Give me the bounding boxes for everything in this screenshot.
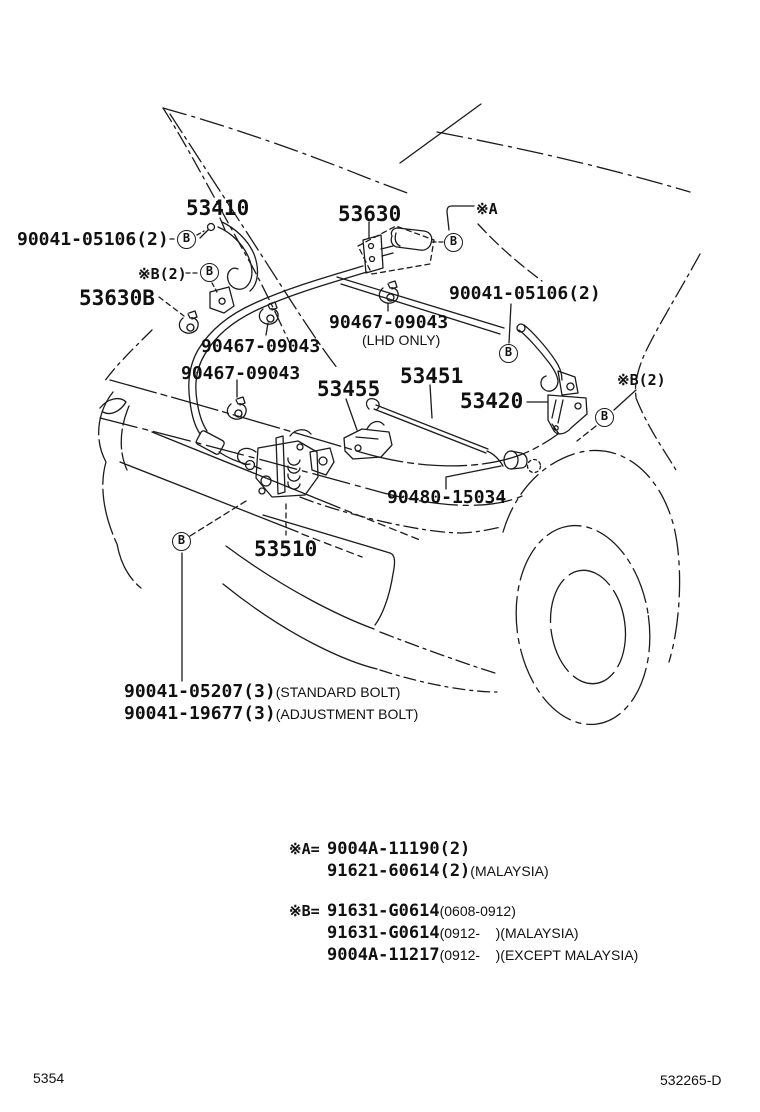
label-part-53420: 53420 xyxy=(460,389,524,413)
label-bolt-adjustment-note: (ADJUSTMENT BOLT) xyxy=(275,706,419,722)
label-bolt-90041-05106-right: 90041-05106(2) xyxy=(449,283,601,304)
label-ref-b2-left: ※B(2) xyxy=(138,265,187,283)
footnote-a-part1: 9004A-11190(2) xyxy=(327,839,471,859)
label-part-53410: 53410 xyxy=(186,196,250,220)
footnote-b-line3 xyxy=(327,945,638,965)
footnote-a-part2-note: (MALAYSIA) xyxy=(470,863,549,879)
clip-90467-lhd-icon xyxy=(379,281,398,303)
footnote-a-line2 xyxy=(327,861,549,881)
footnote-a-part2: 91621-60614(2) xyxy=(327,861,471,881)
footnote-b-part3-note: (0912- )(EXCEPT MALAYSIA) xyxy=(439,947,639,963)
label-bolt-adjustment: 90041-19677(3) xyxy=(124,703,276,724)
footnote-b-part3: 9004A-11217 xyxy=(327,945,440,965)
label-part-53455: 53455 xyxy=(317,377,381,401)
label-bolt-90041-05106-left: 90041-05106(2) xyxy=(17,229,169,250)
footnote-b-line1 xyxy=(289,901,516,921)
label-ref-a: ※A xyxy=(476,200,498,218)
label-bolt-standard: 90041-05207(3) xyxy=(124,681,276,702)
footnote-b-part2-note: (0912- )(MALAYSIA) xyxy=(439,925,579,941)
label-grommet-90480: 90480-15034 xyxy=(387,487,507,508)
footnote-b-part1-note: (0608-0912) xyxy=(439,903,516,919)
label-clamp-90467-b: 90467-09043 xyxy=(181,363,301,384)
label-clamp-90467-lhd: 90467-09043 xyxy=(329,312,449,333)
label-bolt-standard-row xyxy=(124,681,400,702)
label-bolt-standard-note: (STANDARD BOLT) xyxy=(275,684,401,700)
label-bolt-adjustment-row xyxy=(124,703,418,724)
b-marker-3: B xyxy=(444,233,463,252)
b-marker-6: B xyxy=(172,532,191,551)
b-marker-5: B xyxy=(595,408,614,427)
page-code-left: 5354 xyxy=(33,1070,65,1086)
page-code-right: 532265-D xyxy=(660,1072,722,1088)
b-marker-1: B xyxy=(177,230,196,249)
footnote-b-part2: 91631-G0614 xyxy=(327,923,440,943)
label-clamp-lhd-note: (LHD ONLY) xyxy=(362,332,441,348)
footnote-b-part1: 91631-G0614 xyxy=(327,901,440,921)
footnote-a-line1 xyxy=(289,839,470,859)
cable-latch-53455-icon xyxy=(344,422,392,459)
label-part-53451: 53451 xyxy=(400,364,464,388)
footnote-a-prefix: ※A= xyxy=(289,840,320,858)
label-part-53630b: 53630B xyxy=(79,286,155,310)
hood-stay-53420-icon xyxy=(517,324,587,434)
label-part-53630: 53630 xyxy=(338,202,402,226)
label-part-53510: 53510 xyxy=(254,537,318,561)
b-marker-4: B xyxy=(499,344,518,363)
body-outline xyxy=(99,330,680,733)
footnote-b-line2 xyxy=(327,923,579,943)
footnote-b-prefix: ※B= xyxy=(289,902,320,920)
label-clamp-90467-a: 90467-09043 xyxy=(201,336,321,357)
leader-lines xyxy=(159,206,636,681)
label-ref-b2-right: ※B(2) xyxy=(617,371,666,389)
b-marker-2: B xyxy=(200,263,219,282)
